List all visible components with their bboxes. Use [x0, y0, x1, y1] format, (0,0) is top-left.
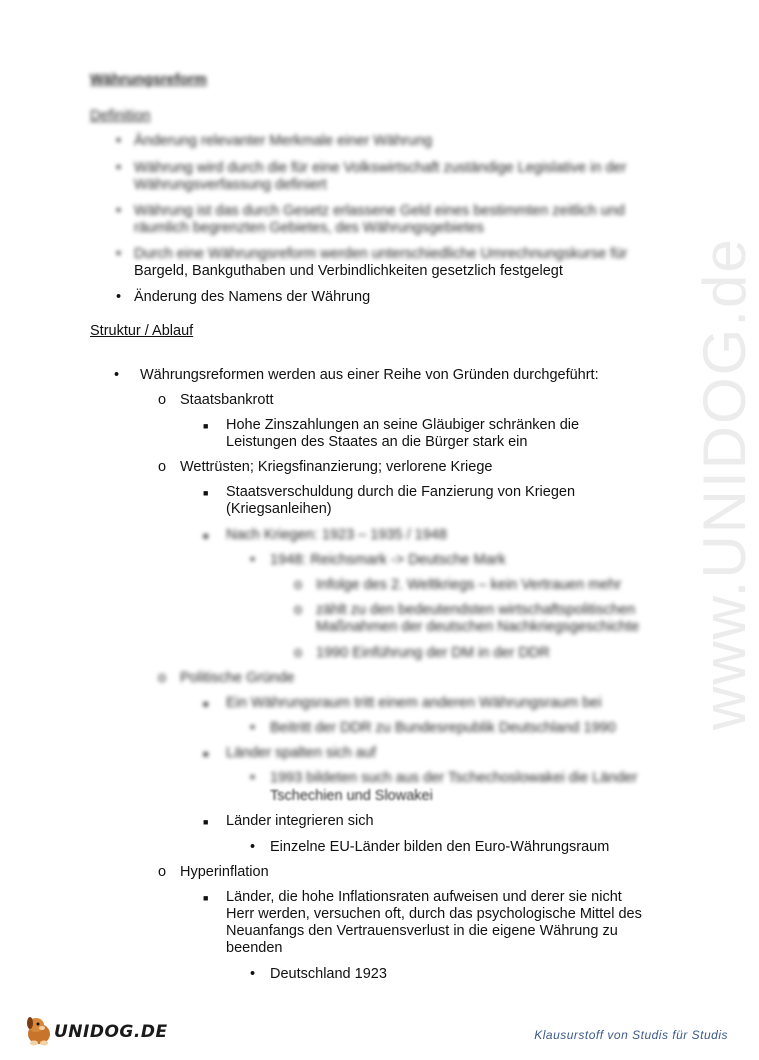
square-bullet-icon: ■ [203, 893, 209, 903]
bullet-icon: • [116, 246, 122, 262]
hyper-line1: Länder, die hohe Inflationsraten aufweisen und derer sie nicht [226, 889, 622, 905]
square-bullet-icon: ■ [203, 421, 209, 431]
bullet-icon: • [114, 367, 120, 383]
verschuldung-line2: (Kriegsanleihen) [226, 501, 332, 517]
circle-bullet-icon: o [158, 670, 167, 686]
definition-item-5: Änderung des Namens der Währung [134, 289, 371, 305]
bullet-icon: • [116, 160, 122, 176]
politische-gruende-item: Politische Gründe [180, 670, 295, 686]
dog-logo-icon [22, 1012, 56, 1048]
square-bullet-icon: ■ [203, 488, 209, 498]
definition-item-3-line1: Währung ist das durch Gesetz erlassene Geld eines bestimmten zeitlich und [134, 203, 625, 219]
square-bullet-icon: ■ [203, 699, 209, 709]
struktur-heading: Struktur / Ablauf [90, 323, 194, 339]
infolge-item: Infolge des 2. Weltkriegs – kein Vertrauen mehr [316, 577, 622, 593]
deutschland1923-item: Deutschland 1923 [270, 966, 387, 982]
bullet-icon: • [250, 552, 256, 568]
definition-item-4-line2: Bargeld, Bankguthaben und Verbindlichkeiten gesetzlich festgelegt [134, 263, 563, 279]
watermark-text: www.UNIDOG.de [691, 237, 758, 730]
circle-bullet-icon: o [158, 864, 167, 880]
circle-bullet-icon: o [158, 392, 167, 408]
definition-item-3-line2: räumlich begrenzten Gebietes, des Währungsgebietes [134, 220, 484, 236]
bullet-icon: • [116, 289, 122, 305]
hyperinflation-item: Hyperinflation [180, 864, 269, 880]
bullet-icon: • [116, 203, 122, 219]
hyper-line3: Neuanfangs den Vertrauensverlust in die eigene Währung zu [226, 923, 618, 939]
bullet-icon: • [250, 839, 256, 855]
zins-line2: Leistungen des Staates an die Bürger stark ein [226, 434, 528, 450]
staatsbankrott-item: Staatsbankrott [180, 392, 274, 408]
zaehlt-line2: Maßnahmen der deutschen Nachkriegsgeschichte [316, 619, 640, 635]
circle-bullet-icon: o [294, 645, 303, 661]
ddr1990-item: 1990 Einführung der DM in der DDR [316, 645, 550, 661]
beitritt-ddr-item: Beitritt der DDR zu Bundesrepublik Deutschland 1990 [270, 720, 616, 736]
footer-logo-text: UNIDOG.DE [54, 1022, 168, 1042]
verschuldung-line1: Staatsverschuldung durch die Fanzierung von Kriegen [226, 484, 576, 500]
definition-item-2-line2: Währungsverfassung definiert [134, 177, 327, 193]
tschecho-line1: 1993 bildeten such aus der Tschechoslowakei die Länder [270, 770, 638, 786]
eu-item: Einzelne EU-Länder bilden den Euro-Währungsraum [270, 839, 610, 855]
definition-heading: Definition [90, 108, 151, 124]
hyper-line2: Herr werden, versuchen oft, durch das psychologische Mittel des [226, 906, 642, 922]
circle-bullet-icon: o [294, 577, 303, 593]
bullet-icon: • [250, 770, 256, 786]
page-title: Währungsreform [90, 72, 207, 88]
hyper-line4: beenden [226, 940, 283, 956]
bullet-icon: • [250, 966, 256, 982]
definition-item-1: Änderung relevanter Merkmale einer Währung [134, 133, 433, 149]
zins-line1: Hohe Zinszahlungen an seine Gläubiger schränken die [226, 417, 580, 433]
struktur-intro: Währungsreformen werden aus einer Reihe von Gründen durchgeführt: [140, 367, 599, 383]
square-bullet-icon: ■ [203, 749, 209, 759]
square-bullet-icon: ■ [203, 531, 209, 541]
integrieren-item: Länder integrieren sich [226, 813, 374, 829]
definition-item-4-line1: Durch eine Währungsreform werden unterschiedliche Umrechnungskurse für [134, 246, 628, 262]
tschecho-line2: Tschechien und Slowakei [270, 788, 433, 804]
circle-bullet-icon: o [294, 602, 303, 618]
wettruesten-item: Wettrüsten; Kriegsfinanzierung; verlorene Kriege [180, 459, 493, 475]
circle-bullet-icon: o [158, 459, 167, 475]
raum-beitritt-item: Ein Währungsraum tritt einem anderen Währungsraum bei [226, 695, 602, 711]
definition-item-2-line1: Währung wird durch die für eine Volkswirtschaft zuständige Legislative in der [134, 160, 627, 176]
reichsmark-item: 1948: Reichsmark -> Deutsche Mark [270, 552, 506, 568]
square-bullet-icon: ■ [203, 817, 209, 827]
spalten-item: Länder spalten sich auf [226, 745, 376, 761]
nach-kriegen-item: Nach Kriegen: 1923 – 1935 / 1948 [226, 527, 447, 543]
zaehlt-line1: zählt zu den bedeutendsten wirtschaftspolitischen [316, 602, 636, 618]
bullet-icon: • [116, 133, 122, 149]
footer-tagline: Klausurstoff von Studis für Studis [534, 1028, 728, 1042]
bullet-icon: • [250, 720, 256, 736]
